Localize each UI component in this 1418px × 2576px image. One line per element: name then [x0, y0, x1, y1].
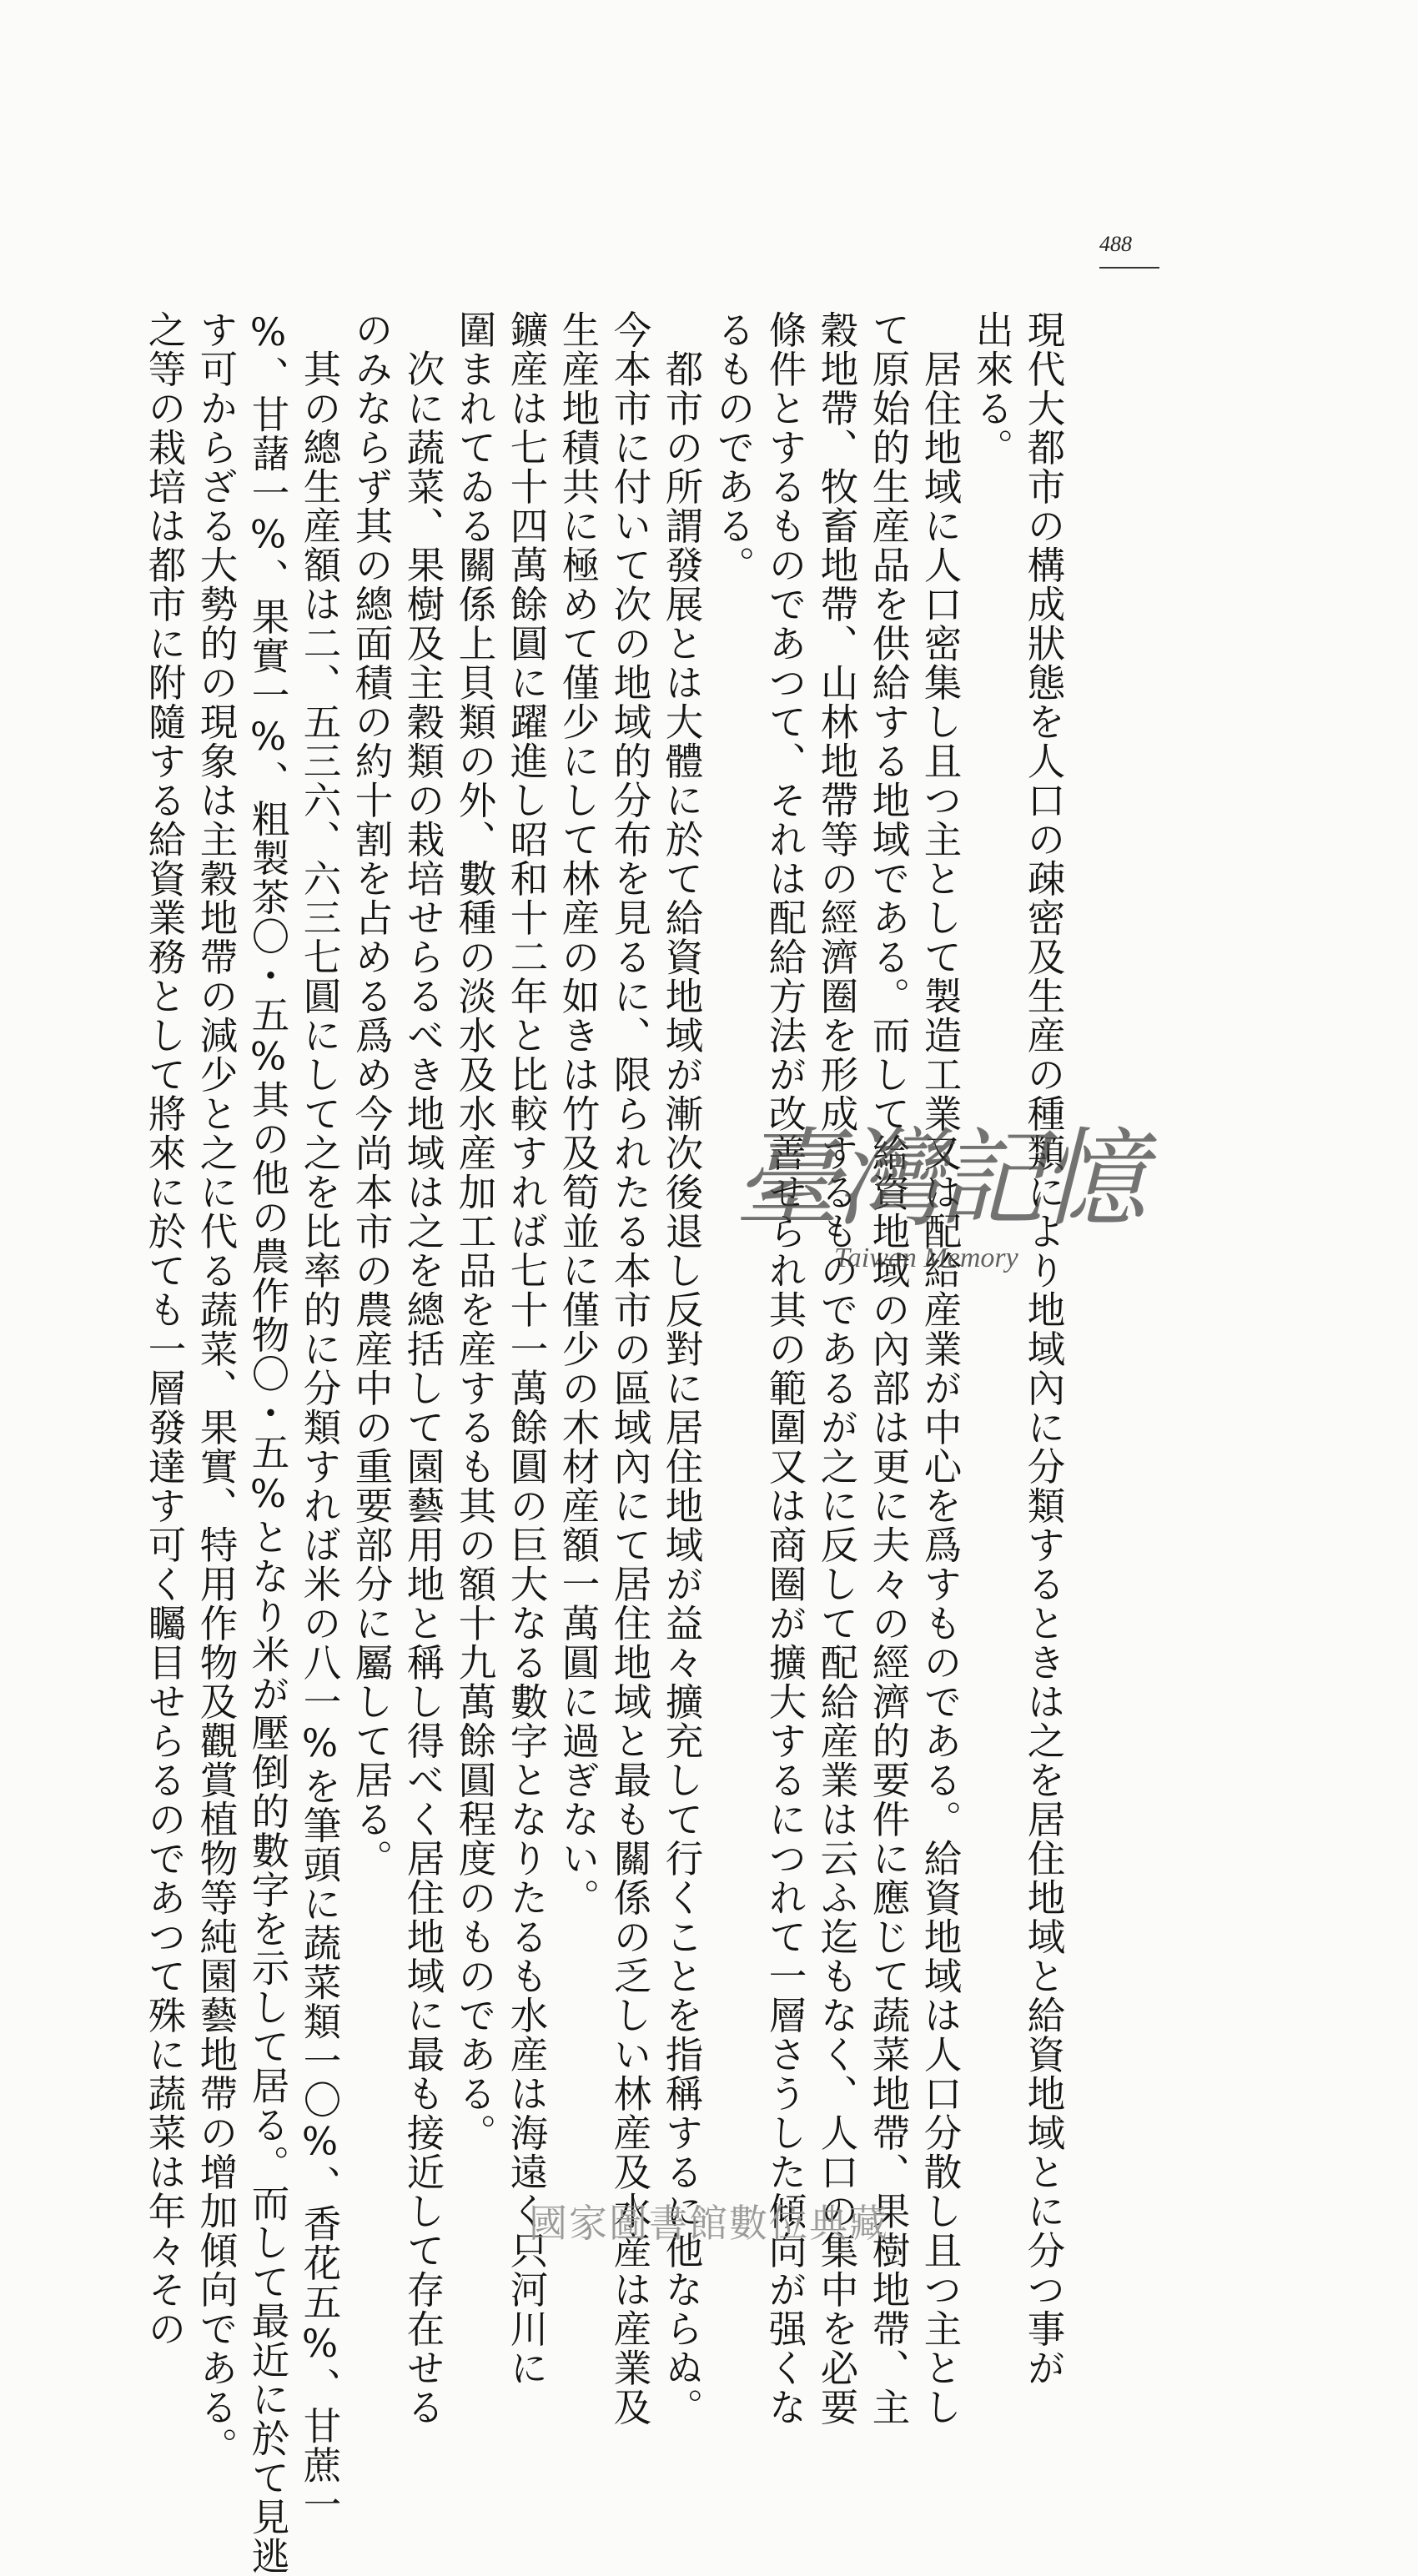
text-column: 出來る。: [970, 310, 1014, 467]
text-column: 今本市に付いて次の地域的分布を見るに、限られたる本市の區域內にて居住地域と最も關係の乏しい林産及水産は産業及: [608, 310, 652, 2427]
text-column: のみならず其の總面積の約十割を占める爲め今尚本市の農産中の重要部分に屬して居る。: [349, 310, 394, 1878]
taiwan-memory-watermark: [734, 1117, 1201, 1309]
text-column: 居住地域に人口密集し且つ主として製造工業又は配給産業が中心を爲すものである。給資地域は人口分散し且つ主とし: [918, 310, 963, 2427]
text-column: 現代大都市の構成狀態を人口の疎密及生産の種類により地域內に分類するときは之を居住地域と給資地域とに分つ事が: [1022, 310, 1066, 2388]
text-column: す可からざる大勢的の現象は主穀地帶の減少と之に代る蔬菜、果實、特用作物及觀賞植物等純園藝地帶の增加傾向である。: [194, 310, 239, 2466]
page-number: 488: [1099, 232, 1132, 256]
text-column: 次に蔬菜、果樹及主穀類の栽培せらるべき地域は之を總括して園藝用地と稱し得べく居住地域に最も接近して存在せる: [401, 310, 445, 2427]
text-column: %、甘藷一%、果實一%、粗製茶〇・五%其の他の農作物〇・五%となり米が壓倒的數字を示して居る。而して最近に於て見逃: [246, 310, 290, 2576]
text-column: 其の總生産額は二、五三六、六三七圓にして之を比率的に分類すれば米の八一%を筆頭に蔬菜類一〇%、香花五%、甘蔗一: [298, 310, 342, 2524]
text-column: 圍まれてゐる關係上貝類の外、數種の淡水及水産加工品を産するも其の額十九萬餘圓程度のものである。: [453, 310, 497, 2152]
page-number-rule: [1099, 267, 1159, 269]
text-column: 鑛産は七十四萬餘圓に躍進し昭和十二年と比較すれば七十一萬餘圓の巨大なる數字となりたるも水産は海遠く只河川に: [505, 310, 549, 2388]
text-column: て原始的生産品を供給する地域である。而して給資地域の內部は更に夫々の經濟的要件に應じて蔬菜地帶、果樹地帶、主: [867, 310, 911, 2427]
text-column: 條件とするものであつて、それは配給方法が改善せられ其の範圍又は商圈が擴大するにつれて一層さうした傾向が强くな: [763, 310, 807, 2427]
footer-caption: 國家圖書館數位典藏: [529, 2201, 889, 2246]
watermark-latin: Taiwan Memory: [834, 1243, 1018, 1273]
text-column: 生産地積共に極めて僅少にして林産の如きは竹及筍並に僅少の木材産額一萬圓に過ぎない。: [556, 310, 601, 1917]
text-column: 之等の栽培は都市に附隨する給資業務として將來に於ても一層發達す可く矚目せらるのであつて殊に蔬菜は年々その: [143, 310, 187, 2348]
watermark-glyphs: 臺灣記憶: [734, 1117, 1142, 1242]
text-column: 穀地帶、牧畜地帶、山林地帶等の經濟圈を形成するものであるが之に反して配給産業は云ふ迄もなく、人口の集中を必要: [815, 310, 859, 2427]
text-column: るものである。: [712, 310, 756, 585]
text-column: 都市の所謂發展とは大體に於て給資地域が漸次後退し反對に居住地域が益々擴充して行くことを指稱するに他ならぬ。: [660, 310, 704, 2427]
